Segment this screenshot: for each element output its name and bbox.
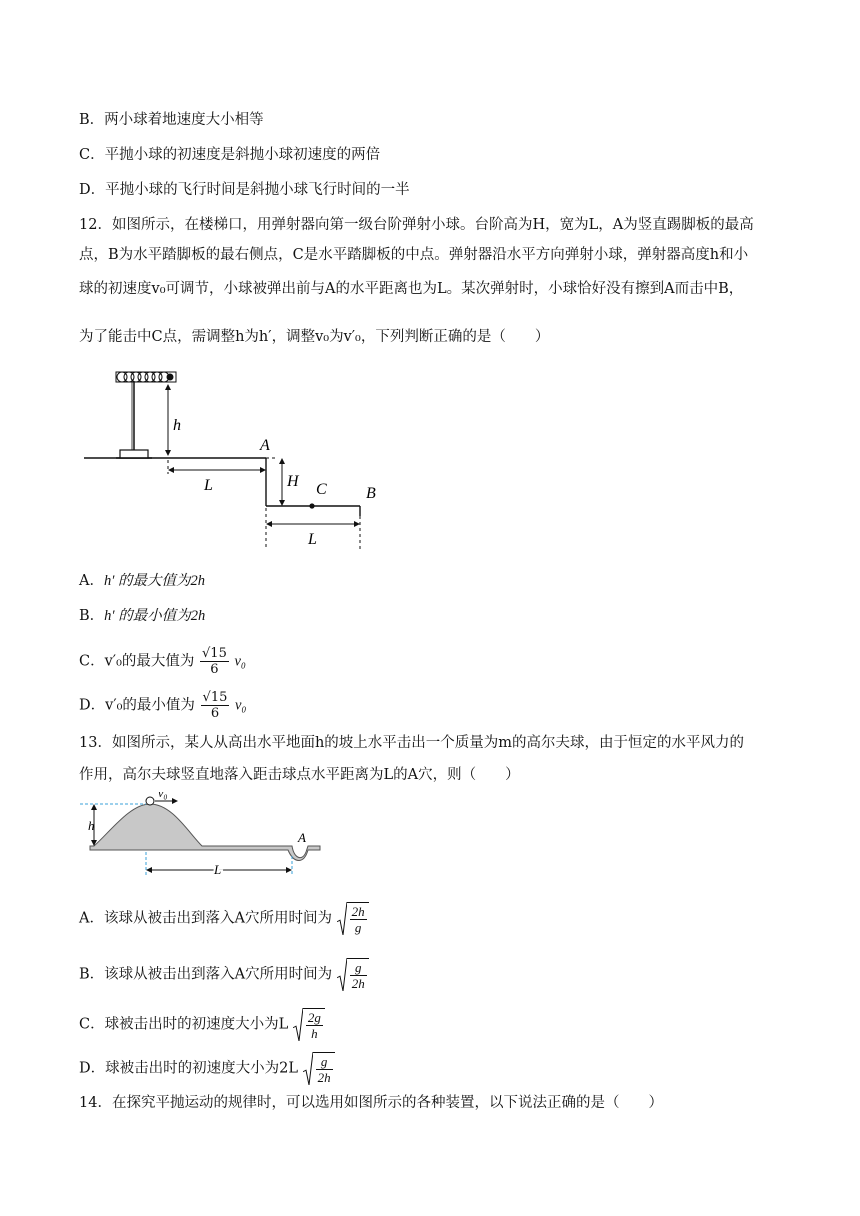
q12-stem-line-4: 为了能击中C点，需调整h为h′，调整v₀为v′₀，下列判断正确的是（ ）: [79, 329, 550, 345]
label-l-2: L: [308, 531, 317, 548]
q11-option-d: D．平抛小球的飞行时间是斜抛小球飞行时间的一半: [79, 182, 410, 198]
q11-option-b: B．两小球着地速度大小相等: [79, 112, 264, 128]
q11-option-c: C．平抛小球的初速度是斜抛小球初速度的两倍: [79, 147, 381, 163]
point-c: [309, 503, 314, 508]
q13-option-d: D．球被击出时的初速度大小为2L $\frac{g}{2h}$: [79, 1052, 335, 1085]
q12-stem-line-1: 12．如图所示，在楼梯口，用弹射器向第一级台阶弹射小球。台阶高为H，宽为L，A为竖直踢脚板的最高: [79, 217, 754, 233]
label-h: h: [173, 417, 181, 434]
q12-option-b: B．h′ 的最小值为2h: [79, 608, 206, 624]
q12-option-d: D．v′₀的最小值为 $\frac{√15}{6}$ v₀: [79, 690, 247, 721]
q12-stem-line-2: 点，B为水平踏脚板的最右侧点，C是水平踏脚板的中点。弹射器沿水平方向弹射小球，弹射器高度h和小: [79, 247, 749, 263]
golf-ball: [146, 797, 154, 805]
label-b: B: [366, 485, 376, 502]
q12-stem-line-3: 球的初速度v₀可调节，小球被弹出前与A的水平距离也为L。某次弹射时，小球恰好没有擦到A而击中B，: [79, 281, 744, 297]
label-a: A: [260, 437, 270, 454]
spring-icon: [116, 372, 176, 382]
label-v0: v₀: [158, 792, 168, 800]
q12-stair-figure: [80, 370, 400, 556]
q13-golf-figure: [80, 792, 324, 882]
q14-stem: 14．在探究平抛运动的规律时，可以选用如图所示的各种装置，以下说法正确的是（ ）: [79, 1095, 663, 1111]
q13-option-b: B．该球从被击出到落入A穴所用时间为 $\frac{g}{2h}$: [79, 958, 369, 991]
label-big-h: H: [287, 473, 299, 490]
q13-stem-line-1: 13．如图所示，某人从高出水平地面h的坡上水平击出一个质量为m的高尔夫球，由于恒定的水平风力的: [79, 735, 745, 751]
label-h: h: [88, 818, 95, 833]
label-c: C: [316, 481, 327, 498]
q13-option-a: A．该球从被击出到落入A穴所用时间为 $\frac{2h}{g}$: [79, 902, 369, 935]
q13-option-c: C．球被击出时的初速度大小为L $\frac{2g}{h}$: [79, 1008, 325, 1041]
q12-option-c: C．v′₀的最大值为 $\frac{√15}{6}$ v₀: [79, 646, 246, 677]
label-a: A: [298, 830, 306, 845]
launcher-base: [120, 450, 148, 458]
hill-shape: [90, 804, 320, 861]
q13-stem-line-2: 作用，高尔夫球竖直地落入距击球点水平距离为L的A穴，则（ ）: [79, 767, 520, 783]
label-l-1: L: [204, 477, 213, 494]
q12-option-a: A．h′ 的最大值为2h: [79, 573, 206, 589]
label-l: L: [214, 862, 222, 877]
